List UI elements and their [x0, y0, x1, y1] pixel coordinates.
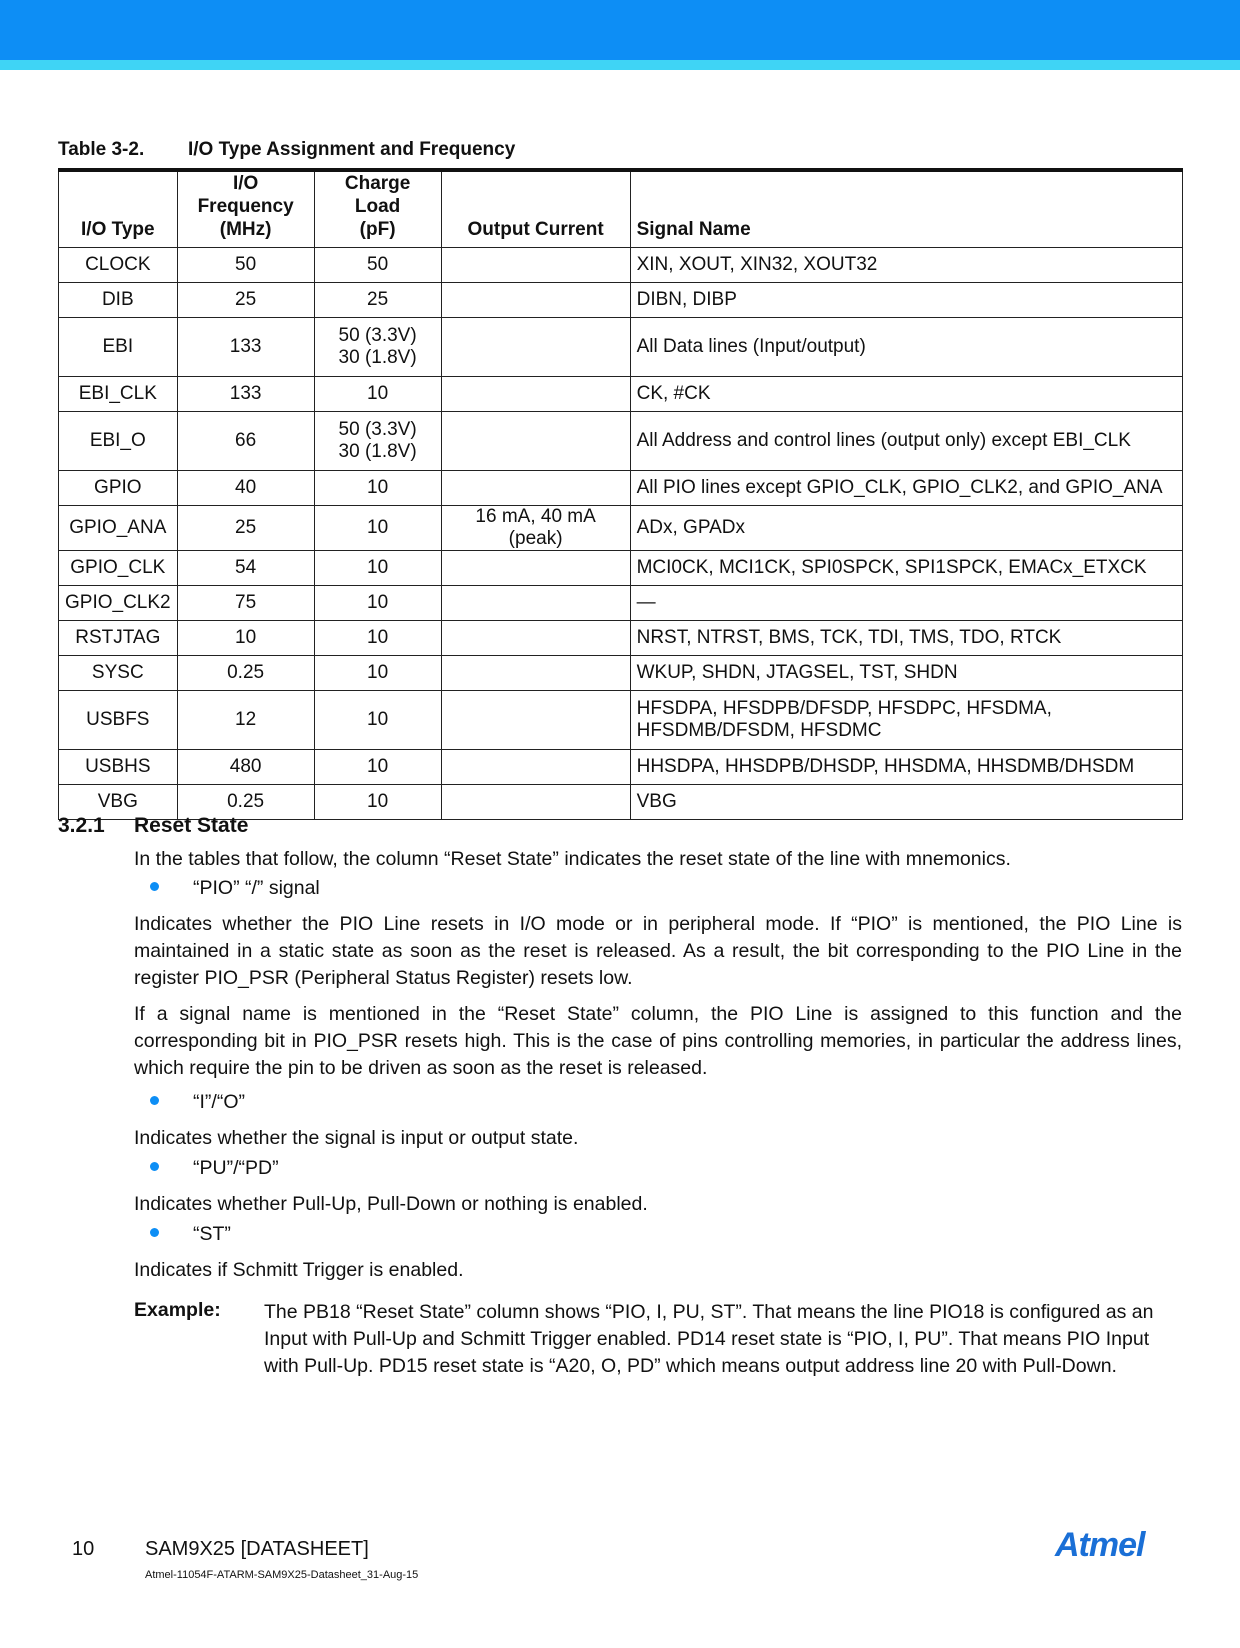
table-cell: 133 [177, 318, 314, 377]
table-cell: ADx, GPADx [630, 506, 1182, 551]
table-cell [441, 656, 630, 691]
table-cell: 10 [314, 377, 441, 412]
section-intro: In the tables that follow, the column “Reset State” indicates the reset state of the line with mnemonics. [134, 848, 1011, 870]
table-header-cell: Charge Load (pF) [314, 170, 441, 248]
table-cell: 10 [314, 506, 441, 551]
table-row [59, 412, 1183, 471]
table-cell: CLOCK [59, 248, 178, 283]
bullet-item [150, 1091, 245, 1114]
table-cell: EBI_CLK [59, 377, 178, 412]
table-cell: 0.25 [177, 656, 314, 691]
example-text: The PB18 “Reset State” column shows “PIO, I, PU, ST”. That means the line PIO18 is configured as an Input with Pull-Up and Schmitt Trigger enabled. PD14 reset state is “PIO, I, PU”. That means PIO Input with Pull-Up. PD15 reset state is “A20, O, PD” which means output address line 20 with Pull-Down. [264, 1301, 1154, 1377]
header-accent-stripe [0, 60, 1240, 70]
table-cell [441, 551, 630, 586]
table-cell: 10 [314, 691, 441, 750]
table-cell: 54 [177, 551, 314, 586]
table-caption [58, 139, 515, 161]
table-cell: 75 [177, 586, 314, 621]
bullet-dot-icon [150, 1096, 159, 1105]
table-row [59, 621, 1183, 656]
table-header-cell: I/O Type [59, 170, 178, 248]
table-cell: VBG [630, 785, 1182, 820]
table-caption-title: I/O Type Assignment and Frequency [188, 139, 516, 160]
bullet-text: “ST” [193, 1223, 231, 1245]
table-cell: HHSDPA, HHSDPB/DHSDP, HHSDMA, HHSDMB/DHSDM [630, 750, 1182, 785]
table-cell [441, 318, 630, 377]
table-cell: EBI_O [59, 412, 178, 471]
table-row [59, 318, 1183, 377]
table-cell: XIN, XOUT, XIN32, XOUT32 [630, 248, 1182, 283]
section-number: 3.2.1 [58, 814, 105, 837]
table-cell: GPIO [59, 471, 178, 506]
table-cell [441, 785, 630, 820]
table-cell: CK, #CK [630, 377, 1182, 412]
table-cell: 10 [314, 586, 441, 621]
table-cell: DIB [59, 283, 178, 318]
table-row [59, 691, 1183, 750]
table-cell [441, 750, 630, 785]
table-cell [441, 412, 630, 471]
table-cell: 480 [177, 750, 314, 785]
table-cell: 50 (3.3V) 30 (1.8V) [314, 412, 441, 471]
table-cell: 10 [314, 471, 441, 506]
table-header-cell: I/O Frequency (MHz) [177, 170, 314, 248]
table-cell [441, 283, 630, 318]
table-cell [441, 377, 630, 412]
table-cell: 16 mA, 40 mA (peak) [441, 506, 630, 551]
paragraph: Indicates whether the PIO Line resets in I/O mode or in peripheral mode. If “PIO” is mentioned, the PIO Line is maintained in a static state as soon as the reset is released. As a result, the bit corresponding to the PIO Line in the register PIO_PSR (Peripheral Status Register) resets low. [134, 913, 1182, 989]
bullet-text: “PIO” “/” signal [193, 877, 320, 899]
table-row [59, 283, 1183, 318]
paragraph: Indicates if Schmitt Trigger is enabled. [134, 1259, 464, 1281]
table-row [59, 471, 1183, 506]
paragraph: If a signal name is mentioned in the “Reset State” column, the PIO Line is assigned to this function and the corresponding bit in PIO_PSR resets high. This is the case of pins controlling memories, in particular the address lines, which require the pin to be driven as soon as the reset is released. [134, 1003, 1182, 1079]
table-cell: 25 [314, 283, 441, 318]
table-cell: GPIO_CLK2 [59, 586, 178, 621]
page-number: 10 [72, 1538, 95, 1560]
table-cell: USBHS [59, 750, 178, 785]
table-row [59, 248, 1183, 283]
table-cell: 25 [177, 283, 314, 318]
table-cell: — [630, 586, 1182, 621]
table-cell: GPIO_ANA [59, 506, 178, 551]
document-title: SAM9X25 [DATASHEET] [145, 1538, 369, 1560]
paragraph: Indicates whether the signal is input or output state. [134, 1127, 579, 1149]
section-title: Reset State [134, 814, 249, 837]
table-cell: 10 [314, 750, 441, 785]
table-cell: HFSDPA, HFSDPB/DFSDP, HFSDPC, HFSDMA, HFSDMB/DFSDM, HFSDMC [630, 691, 1182, 750]
table-row [59, 377, 1183, 412]
table-row [59, 656, 1183, 691]
bullet-dot-icon [150, 882, 159, 891]
table-cell: 25 [177, 506, 314, 551]
document-id: Atmel-11054F-ATARM-SAM9X25-Datasheet_31-Aug-15 [145, 1569, 419, 1581]
section-heading [58, 814, 248, 838]
table-cell: 10 [314, 551, 441, 586]
header-bar [0, 0, 1240, 60]
table-cell: 50 [177, 248, 314, 283]
bullet-item [150, 1223, 231, 1246]
bullet-text: “PU”/“PD” [193, 1157, 279, 1179]
table-header-cell: Signal Name [630, 170, 1182, 248]
table-row [59, 586, 1183, 621]
table-cell: NRST, NTRST, BMS, TCK, TDI, TMS, TDO, RTCK [630, 621, 1182, 656]
table-cell: 66 [177, 412, 314, 471]
table-cell: 10 [314, 656, 441, 691]
table-cell: RSTJTAG [59, 621, 178, 656]
io-type-table [58, 168, 1183, 820]
table-row [59, 551, 1183, 586]
table-body [59, 248, 1183, 820]
table-cell: 50 (3.3V) 30 (1.8V) [314, 318, 441, 377]
table-cell: DIBN, DIBP [630, 283, 1182, 318]
table-cell: VBG [59, 785, 178, 820]
table-cell: 10 [314, 621, 441, 656]
table-row [59, 750, 1183, 785]
table-cell [441, 621, 630, 656]
bullet-text: “I”/“O” [193, 1091, 245, 1113]
table-cell [441, 471, 630, 506]
table-cell: GPIO_CLK [59, 551, 178, 586]
bullet-item [150, 877, 320, 900]
table-cell: 50 [314, 248, 441, 283]
table-cell: 0.25 [177, 785, 314, 820]
table-cell: All Address and control lines (output only) except EBI_CLK [630, 412, 1182, 471]
bullet-dot-icon [150, 1228, 159, 1237]
table-cell [441, 248, 630, 283]
table-cell: 133 [177, 377, 314, 412]
table-cell: 40 [177, 471, 314, 506]
table-cell: 10 [314, 785, 441, 820]
table-cell: All PIO lines except GPIO_CLK, GPIO_CLK2, and GPIO_ANA [630, 471, 1182, 506]
table-cell: All Data lines (Input/output) [630, 318, 1182, 377]
table-cell: 10 [177, 621, 314, 656]
table-cell: USBFS [59, 691, 178, 750]
table-header-cell: Output Current [441, 170, 630, 248]
table-cell: MCI0CK, MCI1CK, SPI0SPCK, SPI1SPCK, EMACx_ETXCK [630, 551, 1182, 586]
bullet-item [150, 1157, 279, 1180]
table-caption-number: Table 3-2. [58, 139, 145, 160]
table-header-row [59, 170, 1183, 248]
atmel-logo: Atmel [1055, 1526, 1145, 1564]
paragraph: Indicates whether Pull-Up, Pull-Down or nothing is enabled. [134, 1193, 648, 1215]
example-label: Example: [134, 1299, 221, 1321]
table-cell [441, 586, 630, 621]
table-cell [441, 691, 630, 750]
bullet-dot-icon [150, 1162, 159, 1171]
table-cell: SYSC [59, 656, 178, 691]
table-cell: EBI [59, 318, 178, 377]
table-cell: 12 [177, 691, 314, 750]
table-row [59, 506, 1183, 551]
table-cell: WKUP, SHDN, JTAGSEL, TST, SHDN [630, 656, 1182, 691]
